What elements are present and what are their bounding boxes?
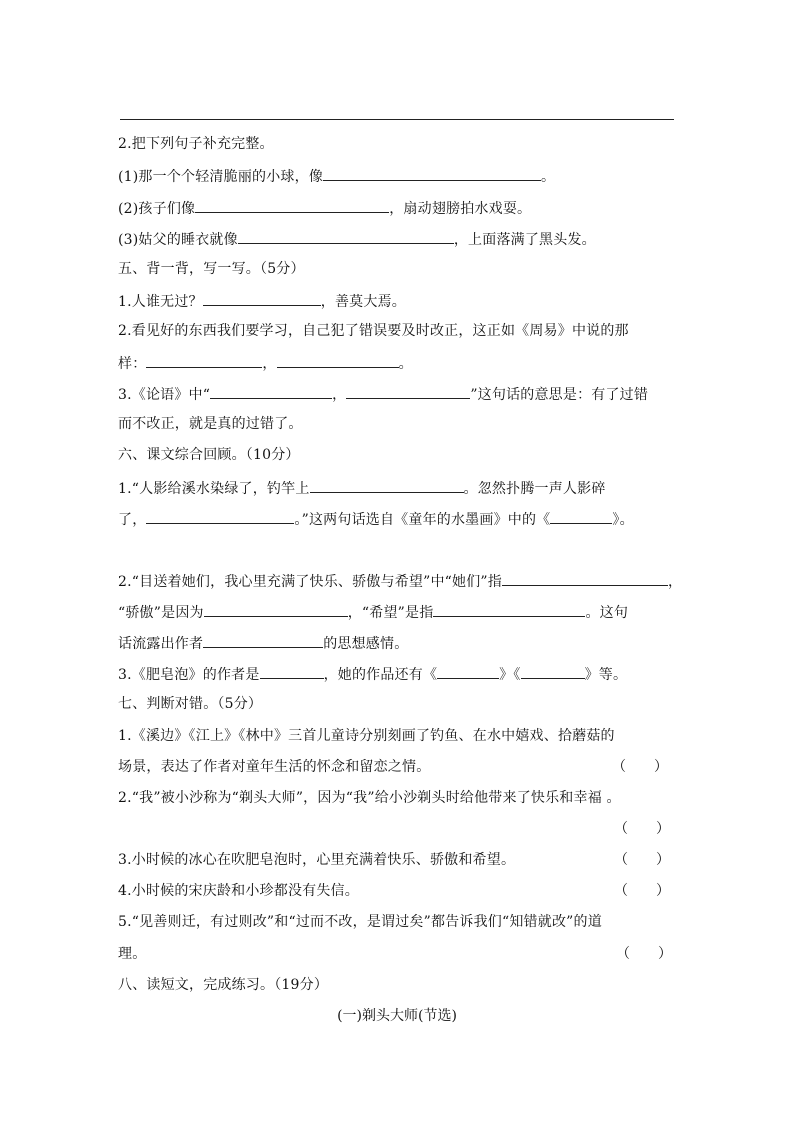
sec6-q1-line1: 1.“人影给溪水染绿了，钓竿上 。忽然扑腾一声人影碎 (118, 477, 606, 499)
sec5-q3-line1: 3.《论语》中“ ， ”这句话的意思是：有了过错 (118, 383, 648, 405)
judge-paren-2[interactable]: （ ） (614, 821, 670, 837)
q2-sentence-1: (1)那一个个轻清脆丽的小球，像 。 (118, 165, 555, 187)
answer-blank[interactable] (210, 383, 332, 399)
sec7-q2-line1: 2.“我”被小沙称为“剃头大师”，因为“我”给小沙剃头时给他带来了快乐和幸福 。 (118, 790, 621, 806)
answer-blank[interactable] (146, 352, 262, 368)
sec6-q2-line3: 话流露出作者 的思想感情。 (118, 632, 408, 654)
sec7-q1-line2: 场景，表达了作者对童年生活的怀念和留恋之情。 (118, 759, 431, 775)
answer-blank[interactable] (203, 632, 323, 648)
section-5-title: 五、背一背，写一写。（5分） (118, 261, 305, 277)
sec6-q2-line2: “骄傲”是因为 ，“希望”是指 。这句 (118, 601, 628, 623)
answer-blank[interactable] (323, 165, 541, 181)
answer-blank[interactable] (203, 290, 321, 306)
sec5-q2-line2: 样： ， 。 (118, 352, 413, 374)
answer-blank[interactable] (277, 352, 399, 368)
passage-title: (一)剃头大师(节选) (337, 1008, 457, 1024)
top-rule (120, 119, 674, 120)
judge-paren-3[interactable]: （ ） (614, 852, 670, 868)
sec7-q5-line2: 理。 (118, 946, 147, 962)
answer-blank[interactable] (346, 383, 470, 399)
answer-blank[interactable] (195, 197, 389, 213)
judge-paren-5[interactable]: （ ） (616, 946, 672, 962)
judge-paren-4[interactable]: （ ） (614, 883, 670, 899)
sec7-q4: 4.小时候的宋庆龄和小珍都没有失信。 (118, 883, 359, 899)
section-8-title: 八、读短文，完成练习。（19分） (118, 977, 329, 993)
answer-blank[interactable] (146, 508, 294, 524)
answer-blank[interactable] (260, 663, 324, 679)
section-7-title: 七、判断对错。（5分） (118, 696, 263, 712)
answer-blank[interactable] (204, 601, 348, 617)
answer-blank[interactable] (502, 570, 668, 586)
q2-sentence-3: (3)姑父的睡衣就像 ，上面落满了黑头发。 (118, 228, 596, 250)
sec6-q2-line1: 2.“目送着她们，我心里充满了快乐、骄傲与希望”中“她们”指 ， (118, 570, 682, 592)
answer-blank[interactable] (310, 477, 464, 493)
answer-blank[interactable] (437, 663, 499, 679)
answer-blank[interactable] (521, 663, 585, 679)
answer-blank[interactable] (238, 228, 454, 244)
sec5-q1: 1.人谁无过？ ，善莫大焉。 (118, 290, 406, 312)
sec5-q2-line1: 2.看见好的东西我们要学习，自己犯了错误要及时改正，这正如《周易》中说的那 (118, 323, 629, 339)
sec7-q1-line1: 1.《溪边》《江上》《林中》三首儿童诗分别刻画了钓鱼、在水中嬉戏、拾蘑菇的 (118, 728, 615, 744)
answer-blank[interactable] (550, 508, 612, 524)
sec7-q5-line1: 5.“见善则迁，有过则改”和“过而不改，是谓过矣”都告诉我们“知错就改”的道 (118, 914, 602, 930)
sec7-q3: 3.小时候的冰心在吹肥皂泡时，心里充满着快乐、骄傲和希望。 (118, 852, 516, 868)
sec5-q3-line2: 而不改正，就是真的过错了。 (118, 416, 303, 432)
judge-paren-1[interactable]: （ ） (612, 759, 668, 775)
sec6-q1-line2: 了， 。”这两句话选自《童年的水墨画》中的《 》。 (118, 508, 634, 530)
q2-title: 2.把下列句子补充完整。 (118, 136, 274, 152)
section-6-title: 六、课文综合回顾。（10分） (118, 447, 300, 463)
sec6-q3: 3.《肥皂泡》的作者是 ，她的作品还有《 》《 》等。 (118, 663, 627, 685)
answer-blank[interactable] (433, 601, 585, 617)
q2-sentence-2: (2)孩子们像 ，扇动翅膀拍水戏耍。 (118, 197, 531, 219)
